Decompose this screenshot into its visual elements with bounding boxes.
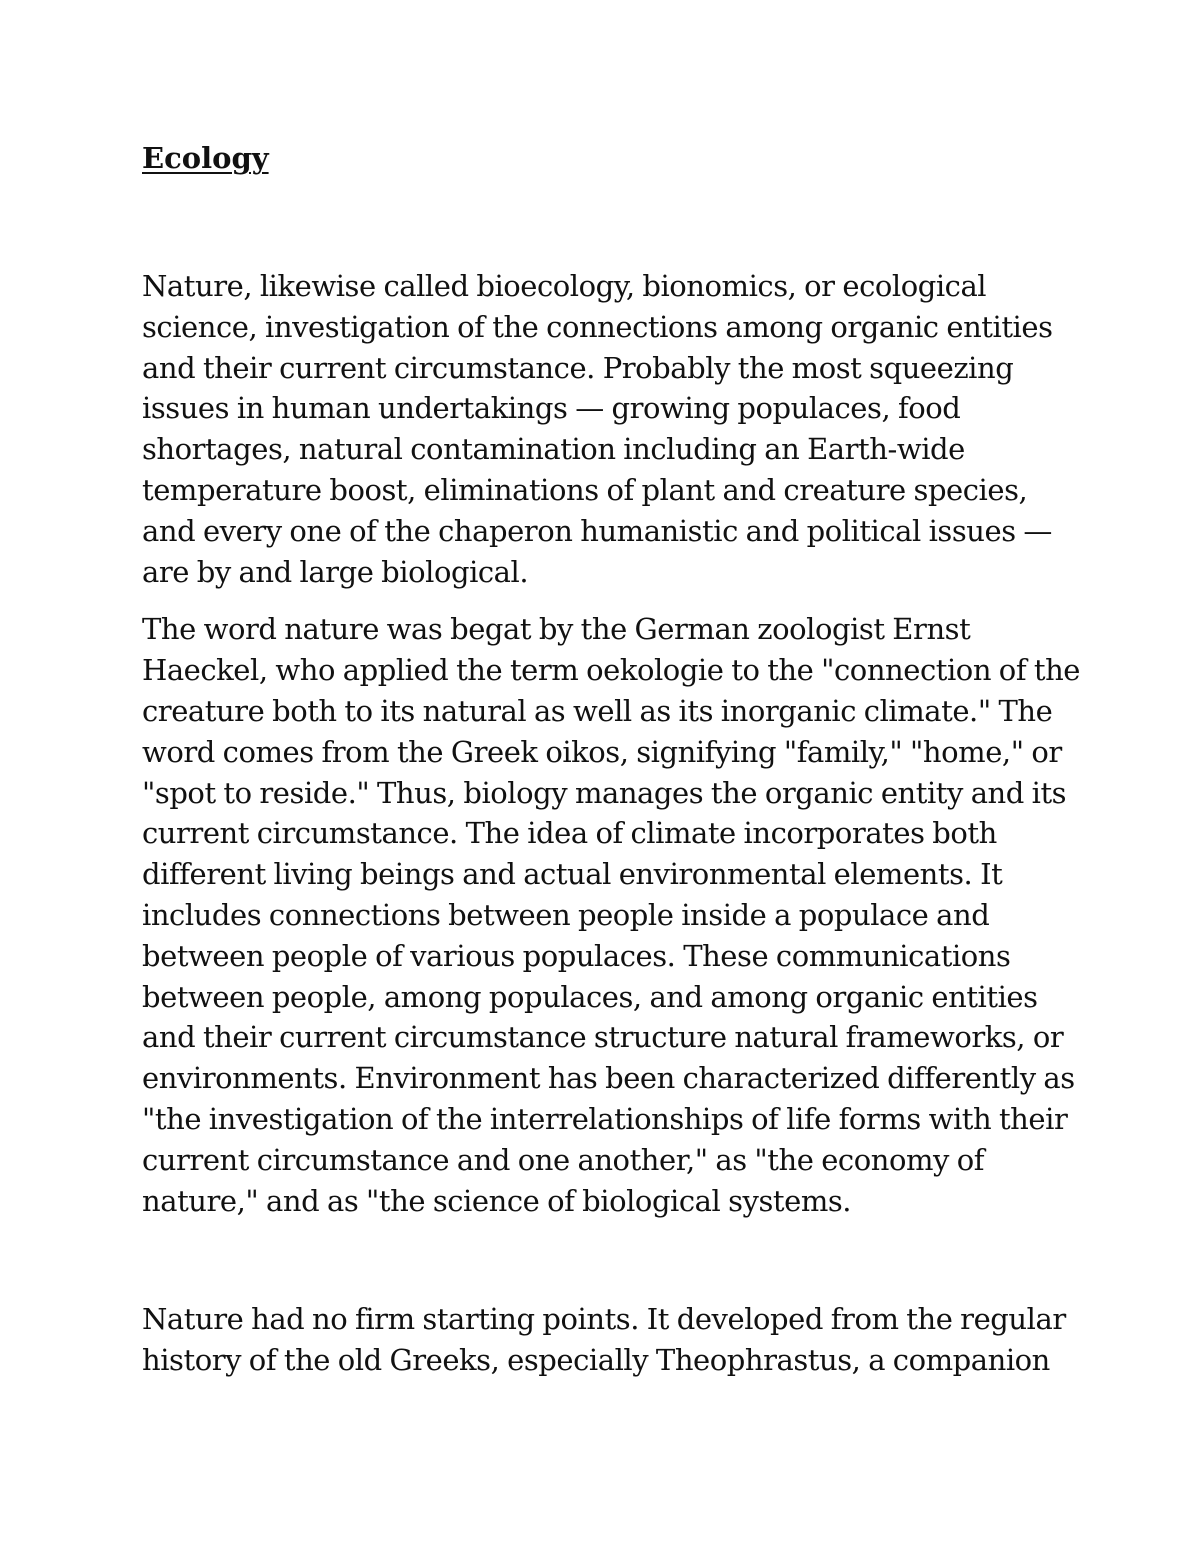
document-title: Ecology xyxy=(142,141,269,175)
paragraph-3: Nature had no firm starting points. It developed from the regular history of the old Greeks, especially Theophrastus, a companion xyxy=(142,1302,1066,1378)
paragraph-1: Nature, likewise called bioecology, bionomics, or ecological science, investigation of the connections among organic entities and their current circumstance. Probably the most squeezing issues in human undertakings — growing populaces, food shortages, natural contamination including an Earth-wide temperature boost, eliminations of plant and creature species, and every one of the chaperon humanistic and political issues — are by and large biological. xyxy=(142,269,1053,589)
paragraph-2: The word nature was begat by the German zoologist Ernst Haeckel, who applied the term oekologie to the "connection of the creature both to its natural as well as its inorganic climate." The word comes from the Greek oikos, signifying "family," "home," or "spot to reside." Thus, biology manages the organic entity and its current circumstance. The idea of climate incorporates both different living beings and actual environmental elements. It includes connections between people inside a populace and between people of various populaces. These communications between people, among populaces, and among organic entities and their current circumstance structure natural frameworks, or environments. Environment has been characterized differently as "the investigation of the interrelationships of life forms with their current circumstance and one another," as "the economy of nature," and as "the science of biological systems. xyxy=(142,612,1081,1218)
document-body xyxy=(142,136,1082,1381)
